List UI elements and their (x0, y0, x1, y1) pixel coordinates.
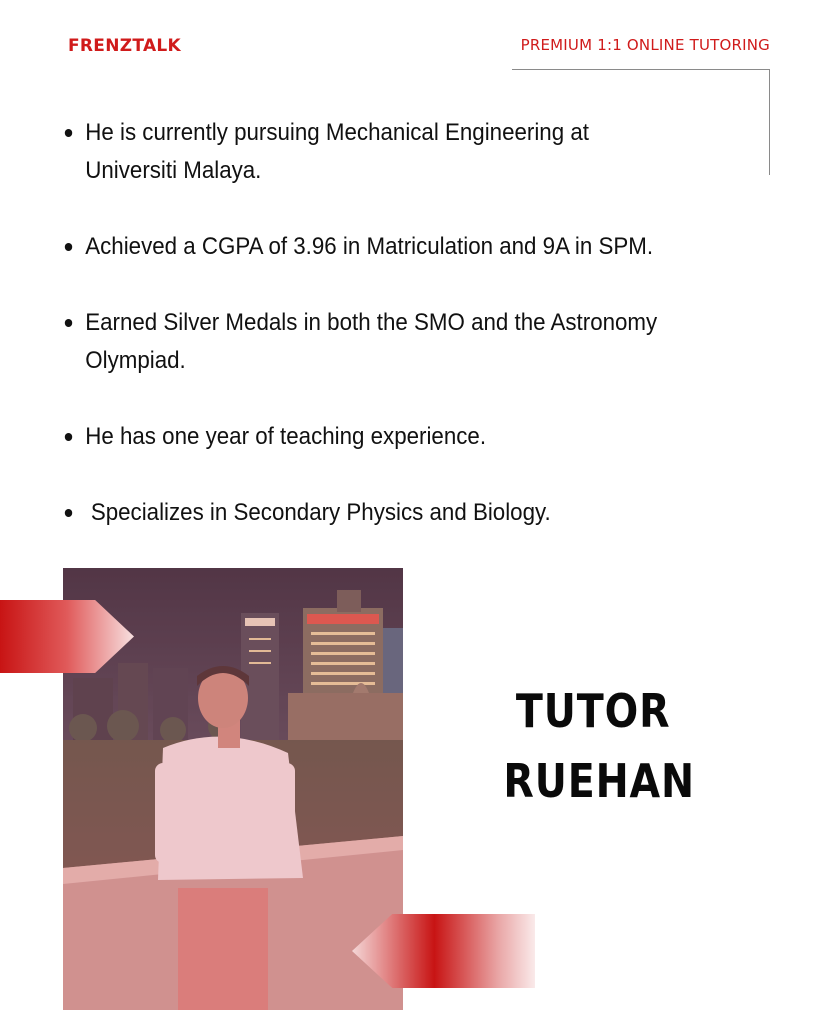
corner-divider-horizontal (512, 69, 770, 70)
corner-divider-vertical (769, 69, 770, 175)
qualification-text: Specializes in Secondary Physics and Biology. (90, 499, 551, 526)
tutor-name: RUEHAN (503, 754, 695, 808)
qualification-text: Earned Silver Medals in both the SMO and the Astronomy Olympiad. (85, 309, 658, 374)
qualification-text: He is currently pursuing Mechanical Engineering at Universiti Malaya. (85, 119, 589, 184)
qualification-item (62, 114, 755, 190)
qualification-item (62, 418, 755, 456)
tutor-title: TUTOR (515, 684, 671, 738)
tutor-name-block (496, 676, 702, 816)
qualification-item (62, 304, 755, 380)
qualification-text: Achieved a CGPA of 3.96 in Matriculation and 9A in SPM. (85, 233, 654, 260)
qualification-text: He has one year of teaching experience. (85, 423, 487, 450)
brand-name: FRENZTALK (68, 36, 182, 56)
tagline: PREMIUM 1:1 ONLINE TUTORING (520, 36, 770, 54)
qualification-item (62, 228, 755, 266)
qualification-item (62, 494, 755, 532)
